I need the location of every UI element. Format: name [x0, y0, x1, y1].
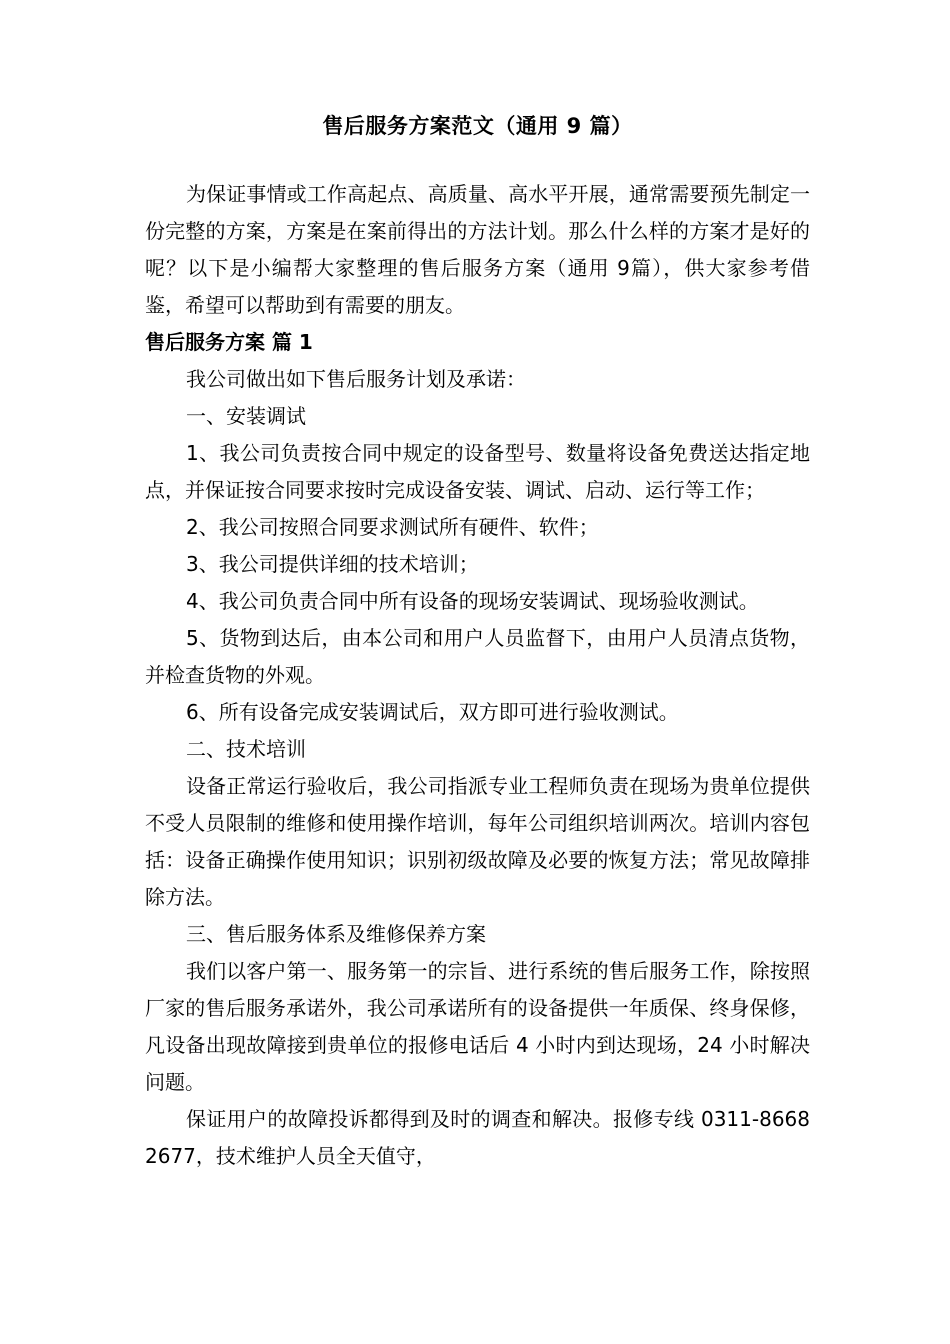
paragraph-item-3: 3、我公司提供详细的技术培训；	[186, 552, 479, 576]
document-page	[145, 108, 810, 1175]
paragraph-item-6: 6、所有设备完成安装调试后，双方即可进行验收测试。	[186, 700, 679, 724]
section-heading-1: 售后服务方案 篇 1	[145, 330, 313, 354]
paragraph-item-1: 1、我公司负责按合同中规定的设备型号、数量将设备免费送达指定地点，并保证按合同要求按时完成设备安装、调试、启动、运行等工作；	[145, 441, 810, 502]
document-title: 售后服务方案范文（通用 9 篇）	[322, 114, 633, 138]
paragraph-item-5: 5、货物到达后，由本公司和用户人员监督下，由用户人员清点货物，并检查货物的外观。	[145, 626, 810, 687]
paragraph-commitment: 我公司做出如下售后服务计划及承诺：	[186, 367, 526, 391]
subheading-installation: 一、安装调试	[186, 404, 306, 428]
paragraph-item-2: 2、我公司按照合同要求测试所有硬件、软件；	[186, 515, 599, 539]
paragraph-hotline: 保证用户的故障投诉都得到及时的调查和解决。报修专线 0311-86682677，技术维护人员全天值守，	[145, 1107, 810, 1168]
intro-paragraph: 为保证事情或工作高起点、高质量、高水平开展，通常需要预先制定一份完整的方案，方案是在案前得出的方法计划。那么什么样的方案才是好的呢？以下是小编帮大家整理的售后服务方案（通用 9篇），供大家参考借鉴，希望可以帮助到有需要的朋友。	[145, 182, 810, 317]
subheading-training: 二、技术培训	[186, 737, 306, 761]
subheading-service-system: 三、售后服务体系及维修保养方案	[186, 922, 486, 946]
paragraph-item-4: 4、我公司负责合同中所有设备的现场安装调试、现场验收测试。	[186, 589, 759, 613]
paragraph-training: 设备正常运行验收后，我公司指派专业工程师负责在现场为贵单位提供不受人员限制的维修和使用操作培训，每年公司组织培训两次。培训内容包括：设备正确操作使用知识；识别初级故障及必要的恢复方法；常见故障排除方法。	[145, 774, 810, 909]
paragraph-service: 我们以客户第一、服务第一的宗旨、进行系统的售后服务工作，除按照厂家的售后服务承诺外，我公司承诺所有的设备提供一年质保、终身保修，凡设备出现故障接到贵单位的报修电话后 4 小时内到达现场，24 小时解决问题。	[145, 959, 810, 1094]
